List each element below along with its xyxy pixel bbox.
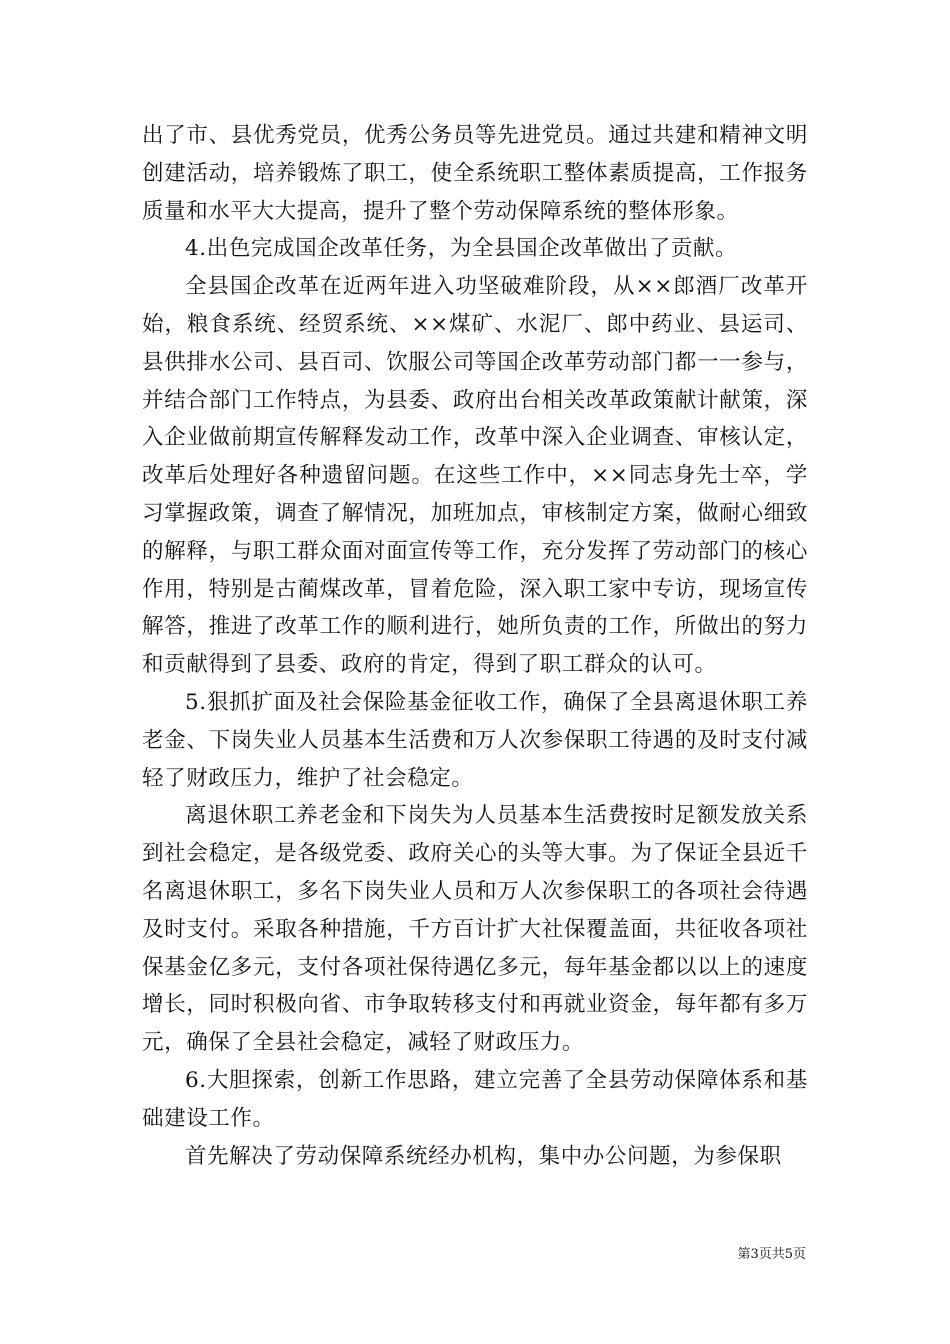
paragraph-7: 首先解决了劳动保障系统经办机构，集中办公问题，为参保职 [185, 1143, 782, 1169]
paragraph-2-heading: 4.出色完成国企改革任务，为全县国企改革做出了贡献。 [185, 236, 738, 262]
paragraph-6-heading: 6.大胆探索，创新工作思路，建立完善了全县劳动保障体系和基础建设工作。 [142, 1067, 808, 1131]
page-number: 第3页共5页 [737, 1247, 806, 1262]
paragraph-3: 全县国企改革在近两年进入功坚破难阶段，从××郎酒厂改革开始，粮食系统、经贸系统、××煤矿、水泥厂、郎中药业、县运司、县供排水公司、县百司、饮服公司等国企改革劳动部门都一一参与，并结合部门工作特点，为县委、政府出台相关改革政策献计献策，深入企业做前期宣传解释发动工作，改革中深入企业调查、审核认定，改革后处理好各种遗留问题。在这些工作中，××同志身先士卒，学习掌握政策，调查了解情况，加班加点，审核制定方案，做耐心细致的解释，与职工群众面对面宣传等工作，充分发挥了劳动部门的核心作用，特别是古蔺煤改革，冒着危险，深入职工家中专访，现场宣传解答，推进了改革工作的顺利进行，她所负责的工作，所做出的努力和贡献得到了县委、政府的肯定，得到了职工群众的认可。 [142, 274, 808, 678]
paragraph-4-heading: 5.狠抓扩面及社会保险基金征收工作，确保了全县离退休职工养老金、下岗失业人员基本生活费和万人次参保职工待遇的及时支付减轻了财政压力，维护了社会稳定。 [142, 689, 808, 791]
paragraph-1: 出了市、县优秀党员，优秀公务员等先进党员。通过共建和精神文明创建活动，培养锻炼了职工，使全系统职工整体素质提高，工作报务质量和水平大大提高，提升了整个劳动保障系统的整体形象。 [142, 123, 808, 224]
document-body [142, 117, 808, 1175]
paragraph-5: 离退休职工养老金和下岗失为人员基本生活费按时足额发放关系到社会稳定，是各级党委、政府关心的头等大事。为了保证全县近千名离退休职工，多名下岗失业人员和万人次参保职工的各项社会待遇及时支付。采取各种措施，千方百计扩大社保覆盖面，共征收各项社保基金亿多元，支付各项社保待遇亿多元，每年基金都以以上的速度增长，同时积极向省、市争取转移支付和再就业资金，每年都有多万元，确保了全县社会稳定，减轻了财政压力。 [142, 803, 808, 1056]
